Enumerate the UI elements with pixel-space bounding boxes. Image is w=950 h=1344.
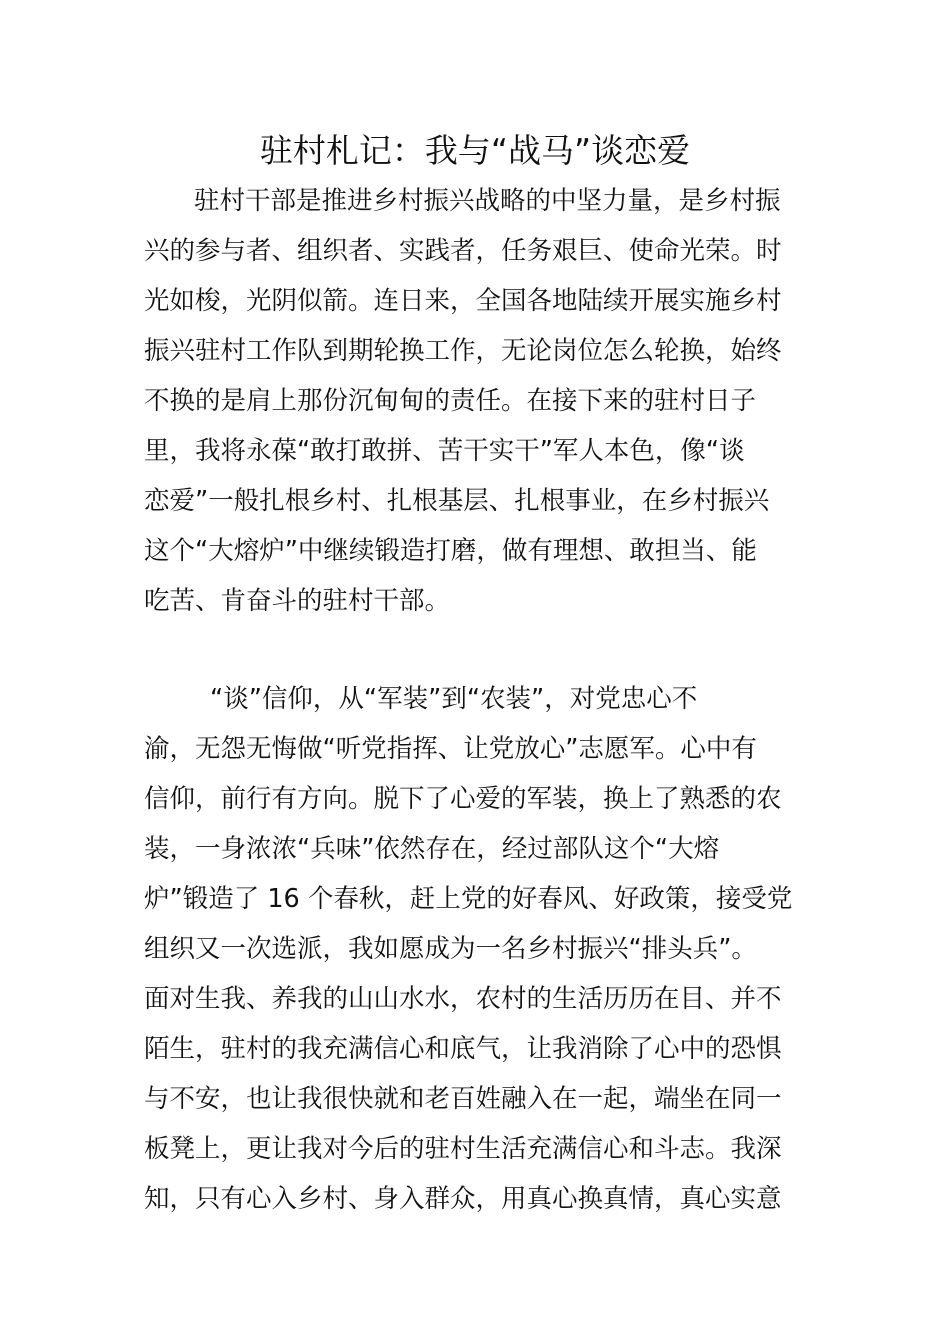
paragraph-1-line-7: 恋爱”一般扎根乡村、扎根基层、扎根事业，在乡村振兴 [144,486,770,516]
paragraph-2-line-10: 板凳上，更让我对今后的驻村生活充满信心和斗志。我深 [144,1134,782,1164]
paragraph-2-line-3: 信仰，前行有方向。脱下了心爱的军装，换上了熟悉的农 [144,784,782,814]
paragraph-2-line-11: 知，只有心入乡村、身入群众，用真心换真情，真心实意 [144,1184,782,1214]
paragraph-2-line-6: 组织又一次选派，我如愿成为一名乡村振兴“排头兵”。 [144,934,757,964]
paragraph-1-line-4: 振兴驻村工作队到期轮换工作，无论岗位怎么轮换，始终 [144,336,782,366]
paragraph-1-line-9: 吃苦、肯奋斗的驻村干部。 [144,586,451,616]
paragraph-1-line-6: 里，我将永葆“敢打敢拼、苦干实干”军人本色，像“谈 [144,436,745,466]
paragraph-2-line-9: 与不安，也让我很快就和老百姓融入在一起，端坐在同一 [144,1084,782,1114]
paragraph-2-line-4: 装，一身浓浓“兵味”依然存在，经过部队这个“大熔 [144,834,720,864]
paragraph-2-line-7: 面对生我、养我的山山水水，农村的生活历历在目、并不 [144,984,782,1014]
document-title: 驻村札记：我与“战马”谈恋爱 [259,131,691,170]
paragraph-2-line-2: 渝，无怨无悔做“听党指挥、让党放心”志愿军。心中有 [144,734,757,764]
paragraph-1-line-8: 这个“大熔炉”中继续锻造打磨，做有理想、敢担当、能 [144,536,757,566]
paragraph-1-line-2: 兴的参与者、组织者、实践者，任务艰巨、使命光荣。时 [144,236,782,266]
paragraph-1-line-3: 光如梭，光阴似箭。连日来，全国各地陆续开展实施乡村 [144,286,782,316]
paragraph-1-line-5: 不换的是肩上那份沉甸甸的责任。在接下来的驻村日子 [144,386,757,416]
paragraph-2-line-1: “谈”信仰，从“军装”到“农装”，对党忠心不 [210,684,698,714]
paragraph-2-line-8: 陌生，驻村的我充满信心和底气，让我消除了心中的恐惧 [144,1034,782,1064]
paragraph-1-line-1: 驻村干部是推进乡村振兴战略的中坚力量，是乡村振 [194,186,781,216]
paragraph-2-line-5: 炉”锻造了 16 个春秋，赶上党的好春风、好政策，接受党 [144,884,793,914]
